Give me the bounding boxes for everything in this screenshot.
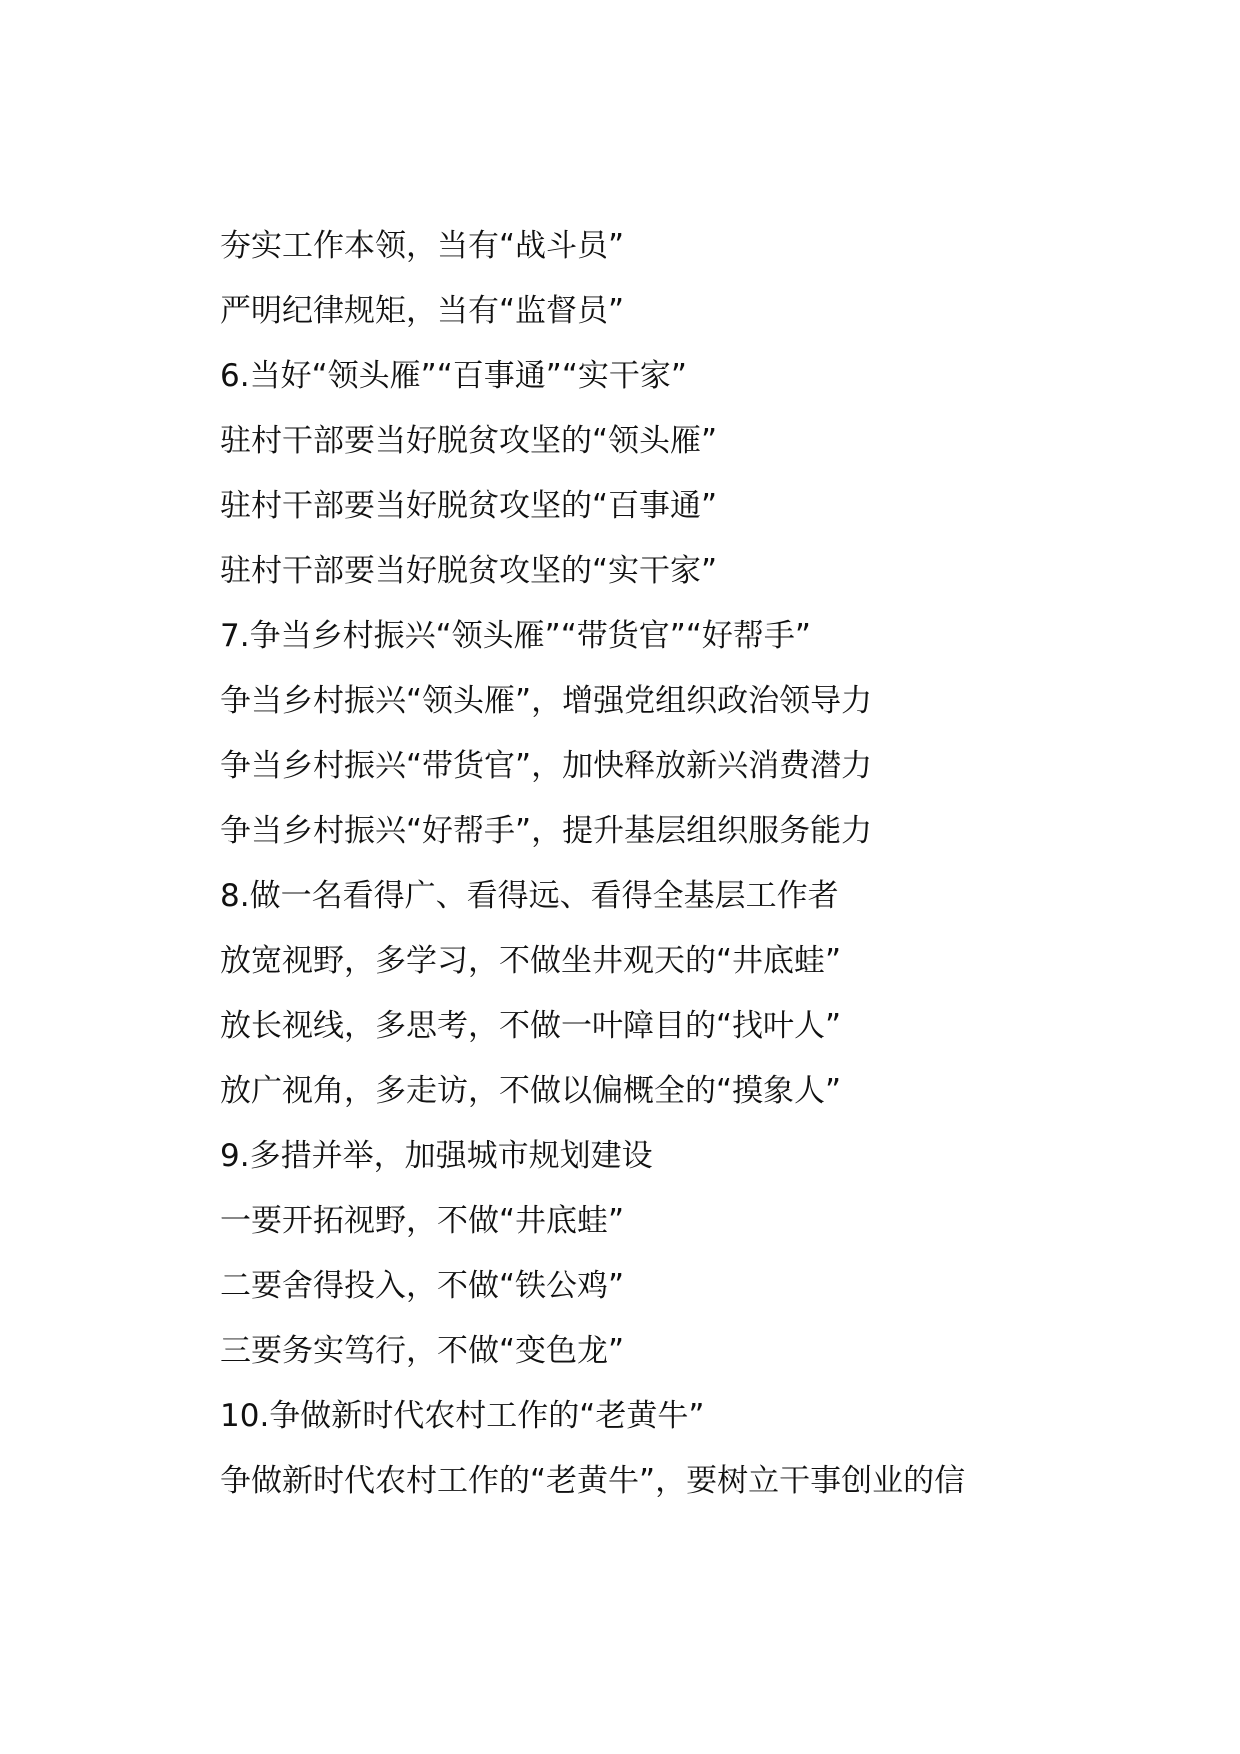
text-line: 严明纪律规矩，当有“监督员” [220,293,625,329]
text-line: 驻村干部要当好脱贫攻坚的“实干家” [220,553,718,589]
document-body [220,214,1180,1514]
text-line: 夯实工作本领，当有“战斗员” [220,228,625,264]
text-line: 驻村干部要当好脱贫攻坚的“百事通” [220,488,718,524]
section-heading: 7.争当乡村振兴“领头雁”“带货官”“好帮手” [220,618,811,654]
text-line: 二要舍得投入，不做“铁公鸡” [220,1268,625,1304]
text-line: 一要开拓视野，不做“井底蛙” [220,1203,625,1239]
section-heading: 6.当好“领头雁”“百事通”“实干家” [220,358,687,394]
section-heading: 10.争做新时代农村工作的“老黄牛” [220,1398,705,1434]
text-line: 争做新时代农村工作的“老黄牛”，要树立干事创业的信 [220,1463,966,1499]
text-line: 三要务实笃行，不做“变色龙” [220,1333,625,1369]
section-heading: 8.做一名看得广、看得远、看得全基层工作者 [220,878,839,914]
text-line: 放广视角，多走访，不做以偏概全的“摸象人” [220,1073,842,1109]
text-line: 争当乡村振兴“好帮手”，提升基层组织服务能力 [220,813,873,849]
text-line: 放宽视野，多学习，不做坐井观天的“井底蛙” [220,943,842,979]
section-heading: 9.多措并举，加强城市规划建设 [220,1138,653,1174]
text-line: 放长视线，多思考，不做一叶障目的“找叶人” [220,1008,842,1044]
text-line: 争当乡村振兴“带货官”，加快释放新兴消费潜力 [220,748,873,784]
text-line: 驻村干部要当好脱贫攻坚的“领头雁” [220,423,718,459]
text-line: 争当乡村振兴“领头雁”，增强党组织政治领导力 [220,683,873,719]
